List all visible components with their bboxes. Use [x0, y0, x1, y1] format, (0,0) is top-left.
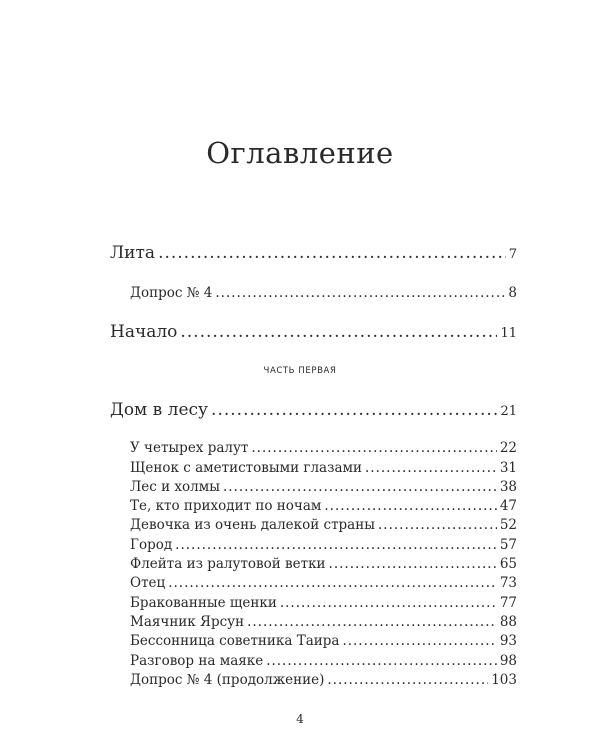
- toc-entry-title: Девочка из очень далекой страны: [130, 517, 375, 533]
- toc-entry-page: 31: [499, 460, 517, 476]
- page-title: Оглавление: [206, 136, 394, 170]
- toc-entry-title: Допрос № 4 (продолжение): [130, 672, 325, 688]
- toc-entry: [130, 614, 517, 630]
- toc-entry-title: Лес и холмы: [130, 479, 220, 495]
- toc-entry-page: 93: [499, 633, 517, 649]
- toc-leader-dots: [327, 672, 488, 688]
- toc-entry: [130, 517, 517, 533]
- toc-leader-dots: [324, 498, 496, 514]
- toc-entry-page: 103: [491, 672, 517, 688]
- toc-entry-page: 98: [499, 653, 517, 669]
- toc-leader-dots: [378, 517, 497, 533]
- toc-entry-page: 88: [499, 614, 517, 630]
- toc-entry-title: Лита: [110, 243, 156, 263]
- toc-leader-dots: [158, 243, 506, 263]
- toc-entry-title: Город: [130, 537, 173, 553]
- toc-entry: [110, 322, 517, 342]
- toc-entry-page: 22: [499, 440, 517, 456]
- toc-entry: [130, 556, 517, 572]
- toc-leader-dots: [223, 479, 497, 495]
- toc-entry: [130, 633, 517, 649]
- toc-leader-dots: [280, 595, 497, 611]
- toc-entry-page: 57: [499, 537, 517, 553]
- toc-entry-title: Бракованные щенки: [130, 595, 277, 611]
- toc-entry: [130, 595, 517, 611]
- toc-entry: [130, 575, 517, 591]
- toc-entry: [130, 672, 517, 688]
- toc-entry-page: 65: [499, 556, 517, 572]
- toc-entry-title: Щенок с аметистовыми глазами: [130, 460, 363, 476]
- toc-entry-page: 38: [499, 479, 517, 495]
- toc-entry-page: 77: [499, 595, 517, 611]
- toc-entry: [130, 498, 517, 514]
- toc-entry: [110, 243, 517, 263]
- toc-leader-dots: [168, 575, 497, 591]
- toc-entry-title: Флейта из ралутовой ветки: [130, 556, 326, 572]
- toc-entry: [110, 400, 517, 420]
- page-number: 4: [296, 712, 304, 726]
- toc-entry-title: Допрос № 4: [130, 285, 213, 301]
- toc-leader-dots: [365, 460, 497, 476]
- toc-entry-title: Отец: [130, 575, 166, 591]
- toc-leader-dots: [211, 400, 497, 420]
- toc-entry-title: Маячник Ярсун: [130, 614, 245, 630]
- toc-entry-title: Дом в лесу: [110, 400, 209, 420]
- part-label: ЧАСТЬ ПЕРВАЯ: [263, 366, 337, 376]
- toc-entry-page: 7: [508, 247, 517, 262]
- toc-entry: [130, 537, 517, 553]
- toc-leader-dots: [329, 556, 497, 572]
- toc-entry-page: 73: [499, 575, 517, 591]
- toc-entry: [130, 285, 517, 301]
- toc-entry-page: 11: [500, 326, 517, 341]
- toc-leader-dots: [180, 322, 497, 342]
- toc-leader-dots: [342, 633, 496, 649]
- toc-leader-dots: [247, 614, 497, 630]
- toc-entry-page: 8: [508, 285, 517, 301]
- toc-entry-page: 47: [499, 498, 517, 514]
- toc-entry-title: Начало: [110, 322, 178, 342]
- toc-entry-title: Бессонница советника Таира: [130, 633, 340, 649]
- toc-entry-page: 21: [500, 404, 517, 419]
- toc-entry: [130, 460, 517, 476]
- toc-entry-title: Те, кто приходит по ночам: [130, 498, 322, 514]
- toc-entry: [130, 479, 517, 495]
- toc-entry: [130, 440, 517, 456]
- toc-leader-dots: [215, 285, 505, 301]
- toc-entry: [130, 653, 517, 669]
- toc-entry-page: 52: [499, 517, 517, 533]
- toc-leader-dots: [266, 653, 497, 669]
- toc-leader-dots: [175, 537, 497, 553]
- toc-entry-title: Разговор на маяке: [130, 653, 264, 669]
- toc-entry-title: У четырех ралут: [130, 440, 249, 456]
- toc-leader-dots: [251, 440, 496, 456]
